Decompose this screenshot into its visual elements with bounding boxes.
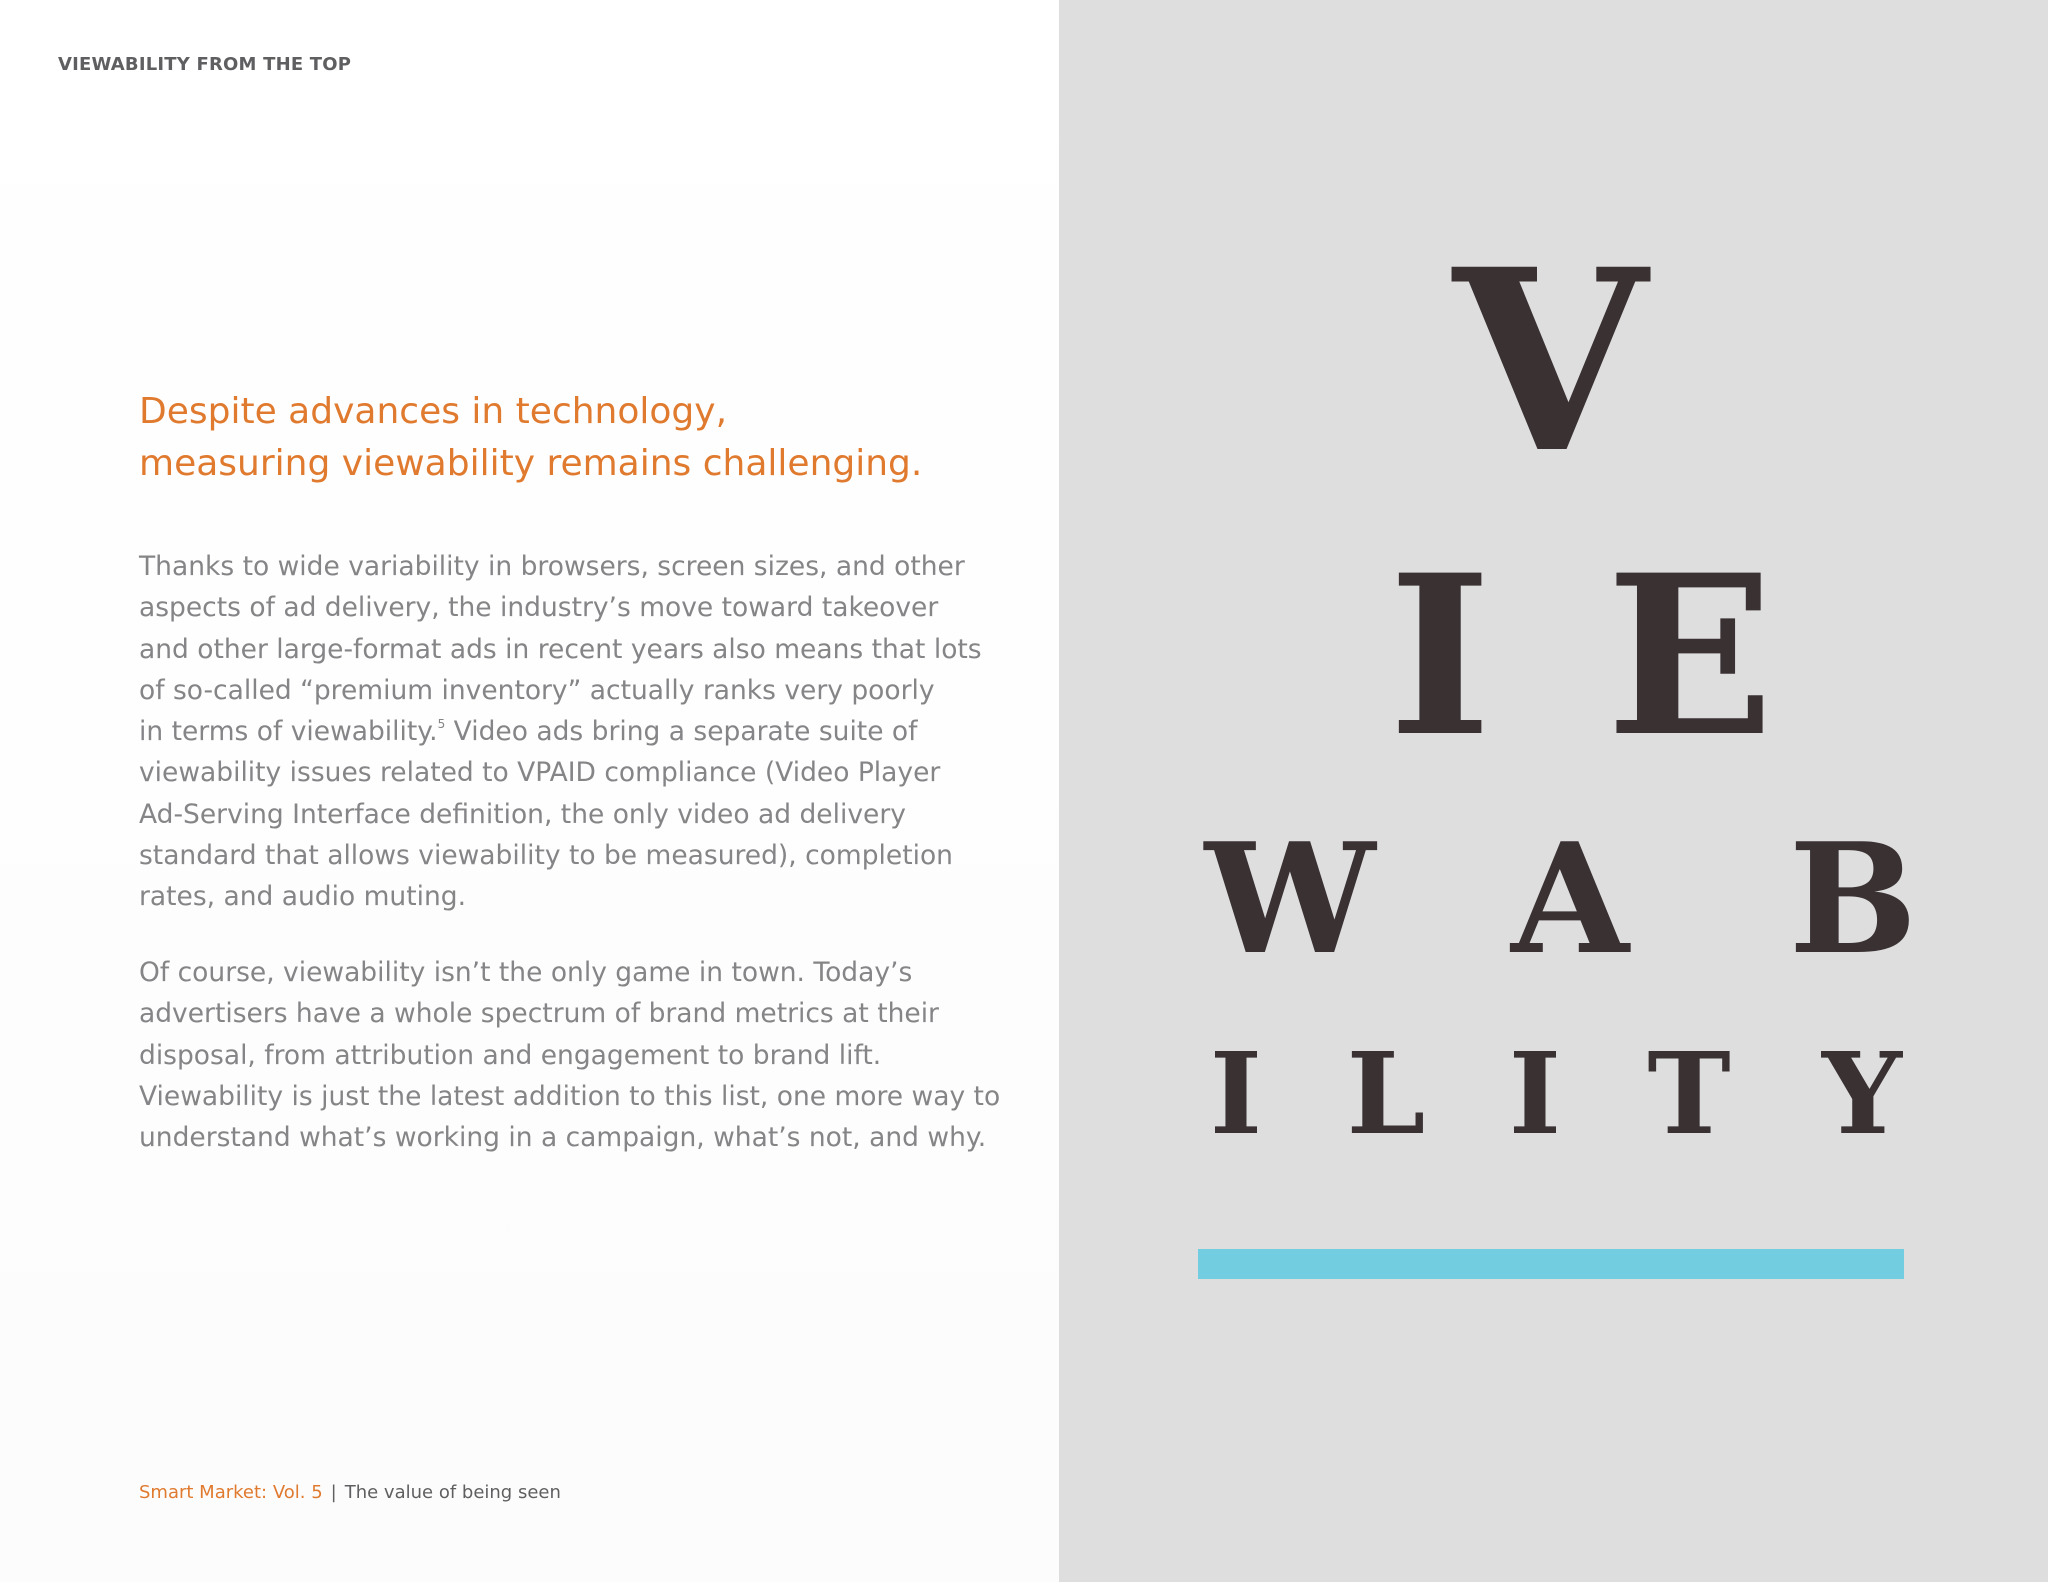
eye-chart-letter: L: [1346, 1029, 1426, 1160]
paragraph-line: advertisers have a whole spectrum of brand metrics at their: [139, 998, 939, 1030]
paragraph-line: of so-called “premium inventory” actually ranks very poorly: [139, 674, 935, 706]
paragraph-line: Ad-Serving Interface definition, the only video ad delivery: [139, 798, 906, 830]
paragraph-line: standard that allows viewability to be measured), completion: [139, 840, 953, 872]
eye-chart-letter: E: [1606, 526, 1774, 785]
headline: [139, 386, 1019, 490]
headline-line: Despite advances in technology,: [139, 391, 728, 432]
eye-chart-letter: V: [1453, 214, 1647, 508]
eye-chart-letter: Y: [1822, 1029, 1902, 1160]
eye-chart-letter: B: [1788, 809, 1918, 988]
headline-line: measuring viewability remains challenging.: [139, 443, 923, 484]
paragraph-line: viewability issues related to VPAID compliance (Video Player: [139, 757, 941, 789]
footnote-marker: 5: [437, 717, 446, 732]
paragraph-line: disposal, from attribution and engagement to brand lift.: [139, 1039, 882, 1071]
footer-separator: |: [330, 1482, 337, 1503]
section-label: VIEWABILITY FROM THE TOP: [58, 54, 352, 75]
eye-chart-underline-bar: [1198, 1249, 1904, 1279]
paragraph-line: understand what’s working in a campaign, what’s not, and why.: [139, 1122, 987, 1154]
paragraph-line: and other large-format ads in recent years also means that lots: [139, 633, 982, 665]
eye-chart-letter: T: [1647, 1029, 1731, 1160]
eye-chart-letter: I: [1388, 526, 1492, 785]
paragraph-line: Thanks to wide variability in browsers, screen sizes, and other: [139, 551, 965, 582]
page-footer: [139, 1482, 561, 1503]
paragraph-line: Of course, viewability isn’t the only game in town. Today’s: [139, 957, 913, 988]
eye-chart-letter: A: [1511, 809, 1629, 988]
publication-title: Smart Market: Vol. 5: [139, 1482, 323, 1503]
paragraph-line: aspects of ad delivery, the industry’s move toward takeover: [139, 592, 939, 624]
body-paragraph-2: [139, 952, 1019, 1158]
eye-chart-letter: I: [1209, 1029, 1263, 1160]
paragraph-fragment: Video ads bring a separate suite of: [445, 716, 918, 748]
paragraph-line: Viewability is just the latest addition to this list, one more way to: [139, 1080, 1001, 1112]
paragraph-line-with-footnote: [139, 711, 1019, 752]
paragraph-line: rates, and audio muting.: [139, 881, 467, 913]
paragraph-fragment: in terms of viewability.: [139, 716, 438, 748]
body-paragraph-1: [139, 546, 1019, 918]
eye-chart-letter: I: [1508, 1029, 1562, 1160]
publication-subtitle: The value of being seen: [344, 1482, 561, 1503]
eye-chart-letter: W: [1204, 809, 1376, 988]
